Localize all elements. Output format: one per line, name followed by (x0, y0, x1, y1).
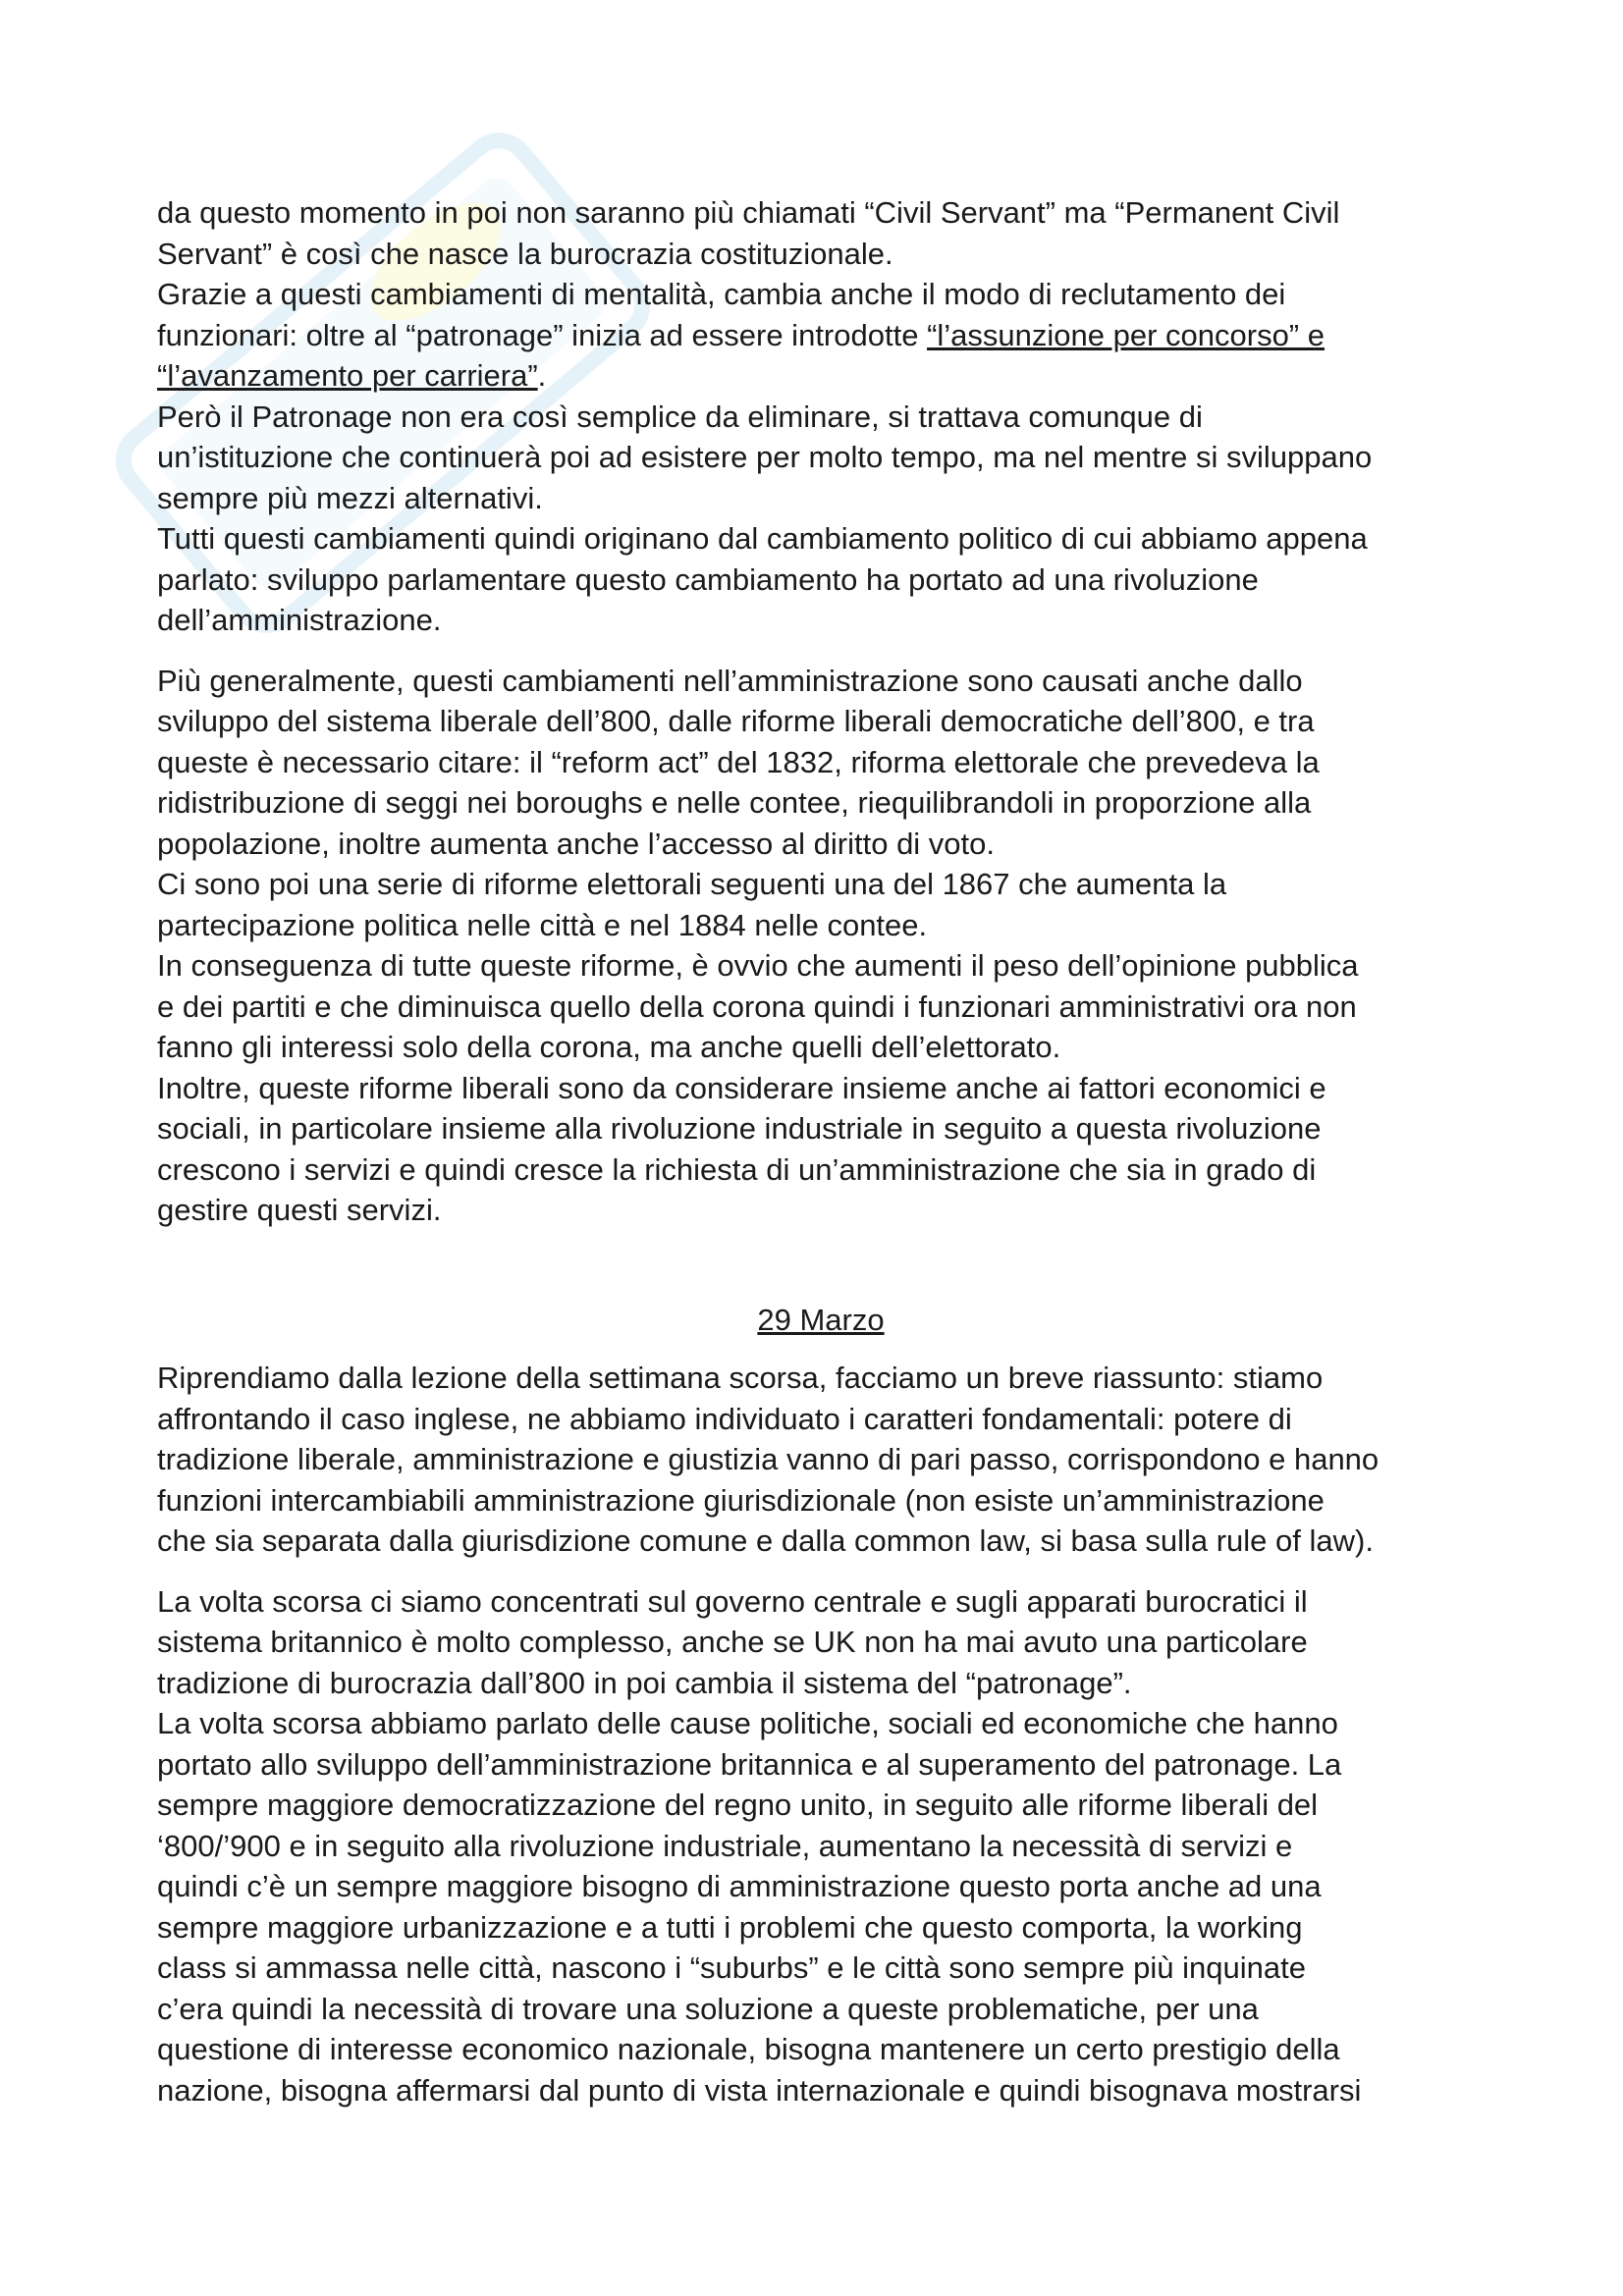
paragraph-recruitment-end: . (537, 358, 547, 393)
paragraph-recruitment-text: Grazie a questi cambiamenti di mentalità, cambia anche il modo di reclutamento dei funzionari: oltre al “patronage” inizia ad essere introdotte (157, 277, 1286, 352)
paragraph-public-opinion: In conseguenza di tutte queste riforme, è ovvio che aumenti il peso dell’opinione pubblica e dei partiti e che diminuisca quello della corona quindi i funzionari amministrativi ora non fanno gli interessi solo della corona, ma anche quelli dell’elettorato. (157, 948, 1359, 1064)
paragraph-causes: La volta scorsa abbiamo parlato delle cause politiche, sociali ed economiche che hanno portato allo sviluppo dell’amministrazione britannica e al superamento del patronage. La sempre maggiore democratizzazione del regno unito, in seguito alle riforme liberali del ‘800/’900 e in seguito alla rivoluzione industriale, aumentano la necessità di servizi e quindi c’è un sempre maggiore bisogno di amministrazione questo porta anche ad una sempre maggiore urbanizzazione e a tutti i problemi che questo comporta, la working class si ammassa nelle città, nascono i “suburbs” e le città sono sempre più inquinate c’era quindi la necessità di trovare una soluzione a queste problematiche, per una questione di interesse economico nazionale, bisogna mantenere un certo prestigio della nazione, bisogna affermarsi dal punto di vista internazionale e quindi bisognava mostrarsi (157, 1706, 1362, 2108)
paragraph-patronage: Però il Patronage non era così semplice da eliminare, si trattava comunque di un’istituzione che continuerà poi ad esistere per molto tempo, ma nel mentre si sviluppano sempre più mezzi alternativi. (157, 399, 1373, 515)
section-heading-date (157, 1231, 1485, 1359)
document-body (157, 192, 1485, 2110)
paragraph-civil-servant: da questo momento in poi non saranno più chiamati “Civil Servant” ma “Permanent Civil Servant” è così che nasce la burocrazia costituzionale. (157, 195, 1340, 271)
paragraph-political-change: Tutti questi cambiamenti quindi originano dal cambiamento politico di cui abbiamo appena parlato: sviluppo parlamentare questo cambiamento ha portato ad una rivoluzione dell’amministrazione. (157, 521, 1368, 637)
paragraph-electoral-reforms: Ci sono poi una serie di riforme elettorali seguenti una del 1867 che aumenta la partecipazione politica nelle città e nel 1884 nelle contee. (157, 867, 1227, 942)
paragraph-industrial-revolution: Inoltre, queste riforme liberali sono da considerare insieme anche ai fattori economici e sociali, in particolare insieme alla rivoluzione industriale in seguito a questa rivoluzione crescono i servizi e quindi cresce la richiesta di un’amministrazione che sia in grado di gestire questi servizi. (157, 1070, 1326, 1227)
paragraph-liberal-reforms: Più generalmente, questi cambiamenti nell’amministrazione sono causati anche dallo sviluppo del sistema liberale dell’800, dalle riforme liberali democratiche dell’800, e tra queste è necessario citare: il “reform act” del 1832, riforma elettorale che prevedeva la ridistribuzione di seggi nei boroughs e nelle contee, riequilibrandoli in proporzione alla popolazione, inoltre aumenta anche l’accesso al diritto di voto. (157, 663, 1320, 861)
paragraph-recruitment (157, 274, 1485, 397)
paragraph-summary: Riprendiamo dalla lezione della settimana scorsa, facciamo un breve riassunto: stiamo affrontando il caso inglese, ne abbiamo individuato i caratteri fondamentali: potere di tradizione liberale, amministrazione e giustizia vanno di pari passo, corrispondono e hanno funzioni intercambiabili amministrazione giurisdizionale (non esiste un’amministrazione che sia separata dalla giurisdizione comune e dalla common law, si basa sulla rule of law). (157, 1361, 1380, 1558)
underlined-recruitment-methods: “l’assunzione per concorso” e “l’avanzamento per carriera” (157, 317, 1325, 393)
paragraph-central-government: La volta scorsa ci siamo concentrati sul governo centrale e sugli apparati burocratici il sistema britannico è molto complesso, anche se UK non ha mai avuto una particolare tradizione di burocrazia dall’800 in poi cambia il sistema del “patronage”. (157, 1583, 1308, 1700)
section-heading-date-text: 29 Marzo (757, 1302, 885, 1337)
